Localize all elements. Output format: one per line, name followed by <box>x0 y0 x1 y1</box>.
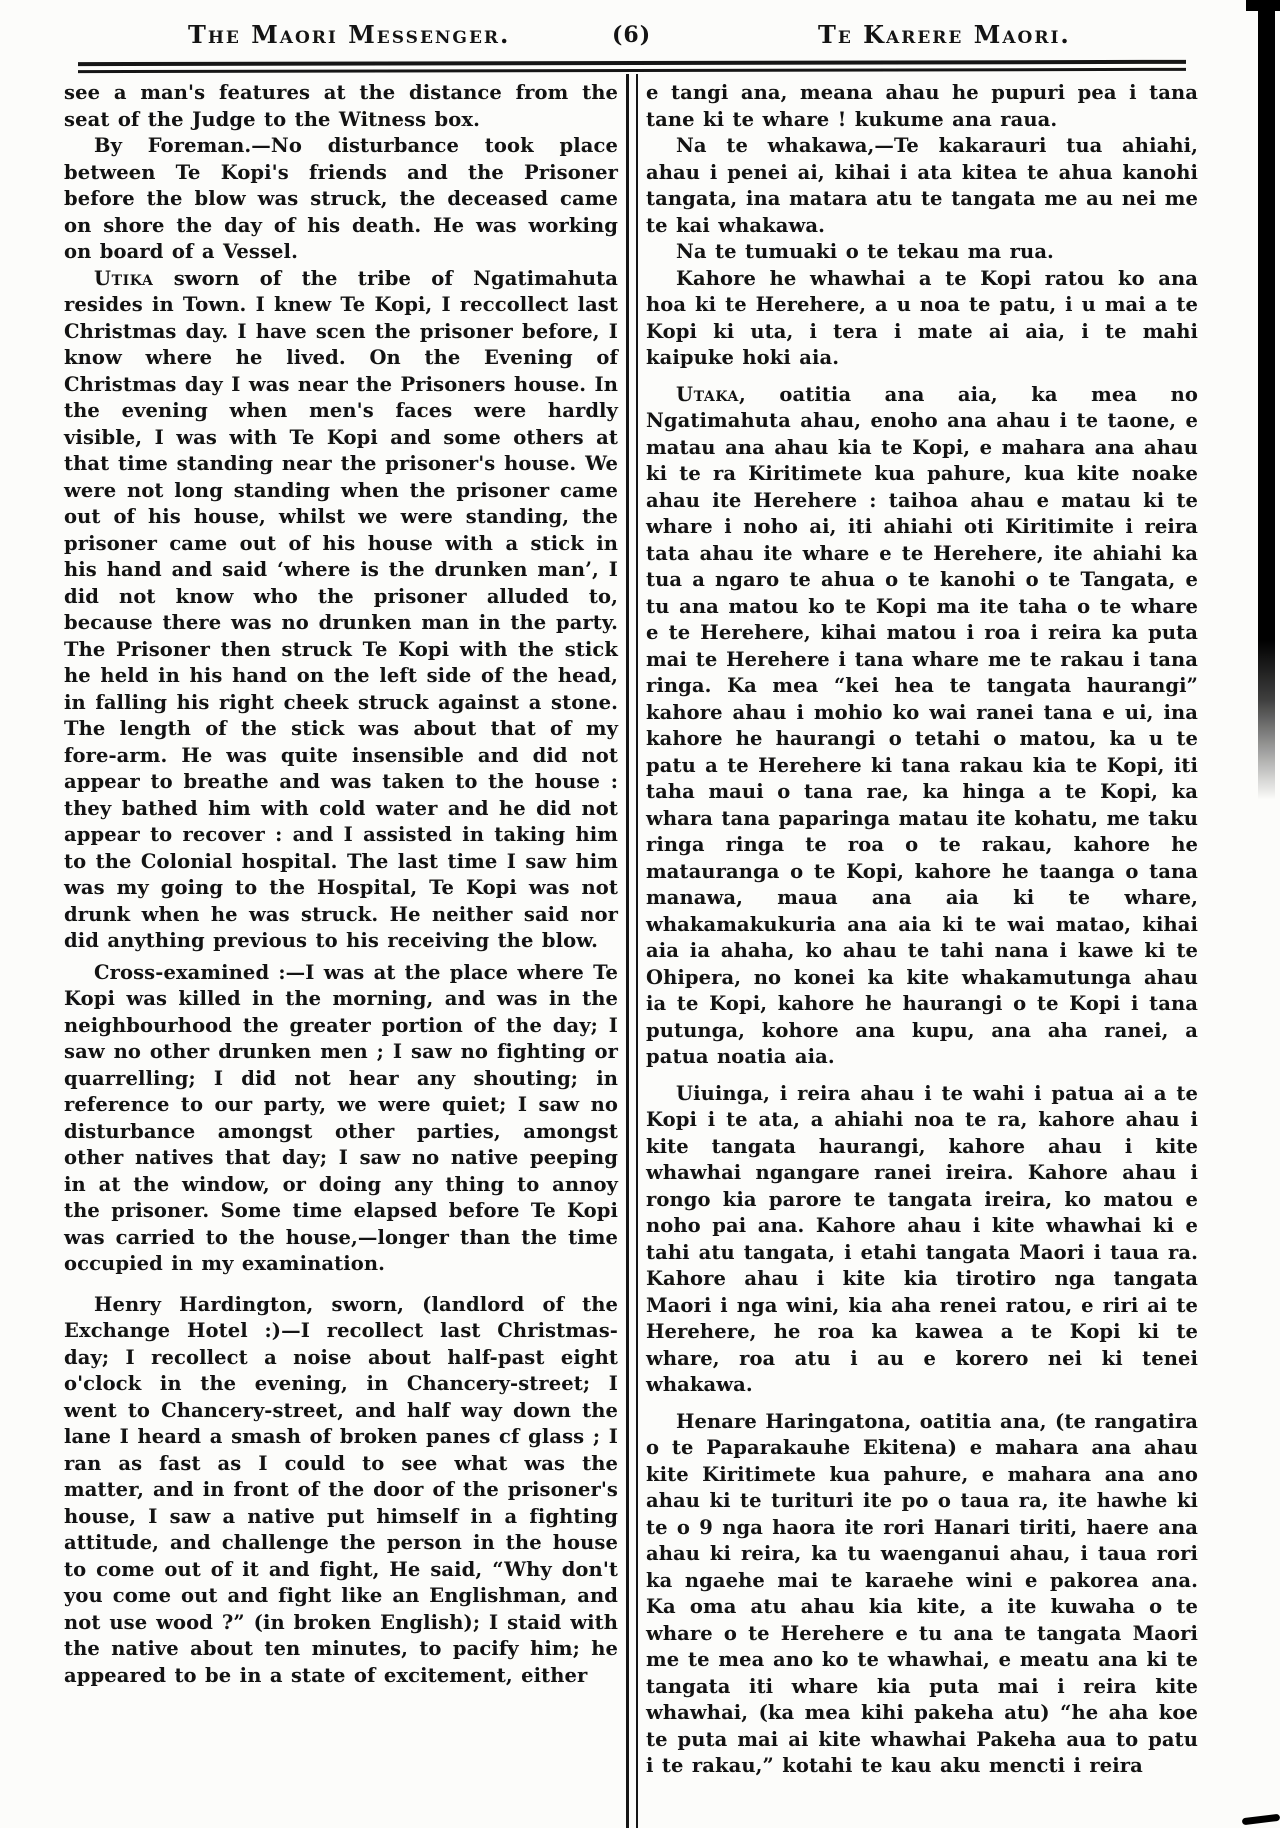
paragraph: Utaka, oatitia ana aia, ka mea no Ngatimahuta ahau, enoho ana ahau i te taone, e matau ana ahau kia te Kopi, e mahara ana ahau ki te ra Kiritimete kua pahure, kua kite noake ahau ite Herehere : taihoa ahau e matau ki te whare i noho ai, iti ahiahi oti Kiritimite i reira tata ahau ite whare e te Herehere, ite ahiahi ka tua a ngaro te ahua o te kanohi o te Tangata, e tu ana matou ko te Kopi ma ite taha o te whare e te Herehere, kihai matou i roa i reira ka puta mai te Herehere i tana whare me te rakau i tana ringa. Ka mea “kei hea te tangata haurangi” kahore ahau i mohio ko wai ranei tana e ui, ina kahore he haurangi o tetahi o matou, ka u te patu a te Herehere ki tana rakau kia te Kopi, iti taha maui o tana rae, ka hinga a te Kopi, ka whara tana paparinga matau ite kohatu, me taku ringa ringa te roa o te rakau, kahore he matauranga o te Kopi, kahore he taanga o tana manawa, maua ana aia ki te whare, whakamakukuria ana aia ki te wai matao, kihai aia ia ahaha, ko ahau te tahi nana i kawe ki te Ohipera, no konei ka kite whakamutunga ahau ia te Kopi, kahore he haurangi o te Kopi i tana putunga, kohore ana kupu, ana aha ranei, a patua noatia aia. <box>646 382 1198 1068</box>
paragraph: Henare Haringatona, oatitia ana, (te rangatira o te Paparakauhe Ekitena) e mahara ana ahau kite Kiritimete kua pahure, e mahara ana ano ahau ki te turituri ite po o taua ra, ite hawhe ki te o 9 nga haora ite rori Hanari tiriti, haere ana ahau ki reira, ka tu waenganui ahau, i taua rori ka ngaehe mai te karaehe wini e pakorea ana. Ka oma atu ahau kia kite, a ite kuwaha o te whare o te Herehere e tu ana te tangata Maori me te mea ano ko te whawhai, e meatu ana ki te tangata iti whare kia puta mai i reira kite whawhai, (ka mea kihi pakeha atu) “he aha koe te puta mai ai kite whawhai Pakeha aua to patu i te rakau,” kotahi te kau aku mencti i reira <box>646 1409 1198 1777</box>
header-double-rule-top <box>78 60 1186 66</box>
paragraph: Na te whakawa,—Te kakarauri tua ahiahi, ahau i penei ai, kihai i ata kitea te ahua kanohi tangata, ina matara atu te tangata me au nei me te kai whakawa. <box>646 134 1198 237</box>
paragraph: Utika sworn of the tribe of Ngatimahuta resides in Town. I knew Te Kopi, I reccollect last Christmas day. I have scen the prisoner before, I know where he lived. On the Evening of Christmas day I was near the Prisoners house. In the evening when men's faces were hardly visible, I was with Te Kopi and some others at that time standing near the prisoner's house. We were not long standing when the prisoner came out of his house, whilst we were standing, the prisoner came out of his house with a stick in his hand and said ‘where is the drunken man’, I did not know who the prisoner alluded to, because there was no drunken man in the party. The Prisoner then struck Te Kopi with the stick he held in his hand on the left side of the head, in falling his right cheek struck against a stone. The length of the stick was about that of my fore-arm. He was quite insensible and did not appear to breathe and was taken to the house : they bathed him with cold water and he did not appear to recover : and I assisted in taking him to the Colonial hospital. The last time I saw him was my going to the Hospital, Te Kopi was not drunk when he was struck. He neither said nor did anything previous to his receiving the blow. <box>64 266 618 952</box>
ink-smudge-bottom-right <box>1242 1814 1280 1826</box>
paragraph: Uiuinga, i reira ahau i te wahi i patua ai a te Kopi i te ata, a ahiahi noa te ra, kahore ahau i kite tangata haurangi, kahore ahau i kite whawhai ngangare ranei ireira. Kahore ahau i rongo kia parore te tangata ireira, ko matou e noho pai ana. Kahore ahau i kite whawhai ki e tahi atu tangata, i etahi tangata Maori i taua ra. Kahore ahau i kite kia tirotiro nga tangata Maori i nga wini, kia aha renei ratou, e riri ai te Herehere, he roa ka kawea a te Kopi ki te whare, roa atu i au e korero nei ki tenei whakawa. <box>646 1081 1198 1396</box>
paragraph: Na te tumuaki o te tekau ma rua. <box>676 240 1054 263</box>
english-column <box>64 80 618 1689</box>
witness-name: Utika <box>94 266 154 290</box>
paragraph: Kahore he whawhai a te Kopi ratou ko ana hoa ki te Herehere, a u noa te patu, i u mai a te Kopi ki uta, i tera i mate ai aia, i te mahi kaipuke hoki aia. <box>646 266 1198 369</box>
paragraph: see a man's features at the distance from the seat of the Judge to the Witness box. <box>64 81 618 131</box>
paragraph: By Foreman.—No disturbance took place between Te Kopi's friends and the Prisoner before the blow was struck, the deceased came on shore the day of his death. He was working on board of a Vessel. <box>64 134 618 263</box>
page-number: (6) <box>612 22 652 48</box>
column-divider <box>626 74 638 1828</box>
witness-name: Utaka <box>676 382 739 406</box>
masthead-title-maori: Te Karere Maori. <box>818 20 1071 49</box>
ink-smudge-right-edge <box>1258 0 1275 800</box>
paragraph: Henry Hardington, sworn, (landlord of the Exchange Hotel :)—I recollect last Christmas-day; I recollect a noise about half-past eight o'clock in the evening, in Chancery-street; I went to Chancery-street, and half way down the lane I heard a smash of broken panes cf glass ; I ran as fast as I could to see what was the matter, and in front of the door of the prisoner's house, I saw a native put himself in a fighting attitude, and challenge the person in the house to come out of it and fight, He said, “Why don't you come out and fight like an Englishman, and not use wood ?” (in broken English); I staid with the native about ten minutes, to pacify him; he appeared to be in a state of excitement, either <box>64 1292 618 1687</box>
header-double-rule-bottom <box>78 68 1186 73</box>
masthead-title-english: The Maori Messenger. <box>188 20 511 49</box>
paragraph: Cross-examined :—I was at the place where Te Kopi was killed in the morning, and was in the neighbourhood the greater portion of the day; I saw no other drunken men ; I saw no fighting or quarrelling; I did not hear any shouting; in reference to our party, we were quiet; I saw no disturbance amongst other parties, amongst other natives that day; I saw no native peeping in at the window, or doing any thing to annoy the prisoner. Some time elapsed before Te Kopi was carried to the house,—longer than the time occupied in my examination. <box>64 960 618 1275</box>
maori-column <box>646 80 1198 1780</box>
paragraph: e tangi ana, meana ahau he pupuri pea i tana tane ki te whare ! kukume ana raua. <box>646 81 1198 131</box>
